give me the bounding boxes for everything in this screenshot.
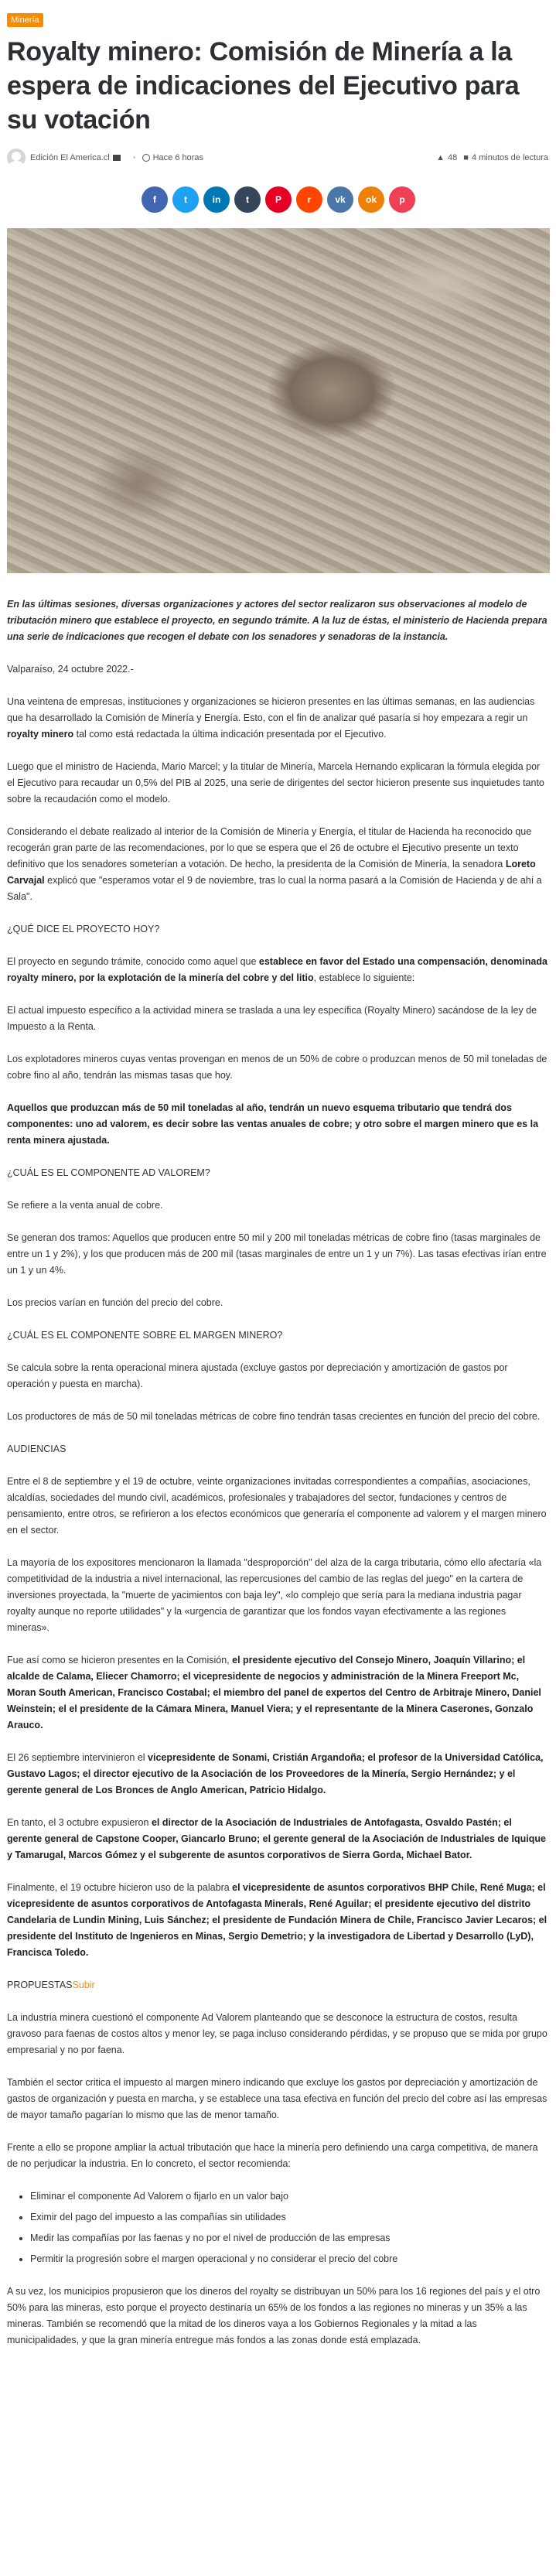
book-icon: ■ xyxy=(463,153,469,162)
author-name[interactable]: Edición El America.cl xyxy=(30,153,110,162)
meta-divider: • xyxy=(132,153,136,162)
pocket-icon: p xyxy=(399,194,405,205)
vk-share-button[interactable] xyxy=(327,186,353,213)
odnoklassniki-share-button[interactable] xyxy=(358,186,384,213)
paragraph: Luego que el ministro de Hacienda, Mario Marcel; y la titular de Minería, Marcela Hernando explicaran la fórmula elegida por el Ejecutivo para recaudar un 0,5% del PIB al 2025, una serie de dirigentes del sector hicieron presente sus inquietudes tanto sobre la recaudación como el modelo. xyxy=(7,761,544,805)
reddit-icon: r xyxy=(307,194,312,205)
pinterest-icon: P xyxy=(275,194,281,205)
envelope-icon[interactable] xyxy=(113,155,121,161)
paragraph: Los precios varían en función del precio del cobre. xyxy=(7,1297,223,1308)
mine-aerial-image xyxy=(7,228,550,573)
linkedin-share-button[interactable] xyxy=(203,186,230,213)
pocket-share-button[interactable] xyxy=(389,186,415,213)
paragraph: El 26 septiembre intervinieron el vicepresidente de Sonami, Cristián Argandoña; el profesor de la Universidad Católica, Gustavo Lagos; el director ejecutivo de la Asociación de los Proveedores de la Minería, Sergio Hernández; y el gerente general de Los Bronces de Anglo American, Patricio Hidalgo. xyxy=(7,1752,544,1795)
paragraph: La mayoría de los expositores mencionaron la llamada "desproporción" del alza de la carga tributaria, cómo ello afectaría «la competitividad de la industria a nivel internacional, las repercusiones del cambio de las reglas del juego" en la cartera de inversiones proyectada, la "muerte de yacimientos con baja ley", «lo complejo que sería para la mediana industria pagar royalty aunque no reporte utilidades" y la «urgencia de garantizar que los fondos vayan efectivamente a las regiones mineras». xyxy=(7,1557,542,1633)
facebook-icon: f xyxy=(153,194,156,205)
paragraph: En tanto, el 3 octubre expusieron el director de la Asociación de Industriales de Antofagasta, Osvaldo Pastén; el gerente general de Capstone Cooper, Giancarlo Bruno; el gerente general de la Asociación de Industriales de Iquique y Tamarugal, Marcos Gómez y el subgerente de asuntos corporativos de Sierra Gorda, Michael Bator. xyxy=(7,1817,546,1860)
lead-paragraph: En las últimas sesiones, diversas organizaciones y actores del sector realizaron sus observaciones al modelo de tributación minero que establece el proyecto, en segundo trámite. A la luz de éstas, el ministerio de Hacienda prepara una serie de indicaciones que recogen el debate con los senadores y senadoras de la instancia. xyxy=(7,599,547,642)
list-item: • Permitir la progresión sobre el margen operacional y no considerar el precio del cobre xyxy=(30,2251,548,2267)
paragraph: Se generan dos tramos: Aquellos que producen entre 50 mil y 200 mil toneladas métricas de cobre fino (tasas marginales de entre un 1 y 2%), y los que producen más de 200 mil (tasas marginales de entre un 1 y un 7%). Las tasas efectivas irían entre un 1 y un 4%. xyxy=(7,1232,547,1276)
pinterest-share-button[interactable] xyxy=(265,186,292,213)
paragraph: Finalmente, el 19 octubre hicieron uso de la palabra el vicepresidente de asuntos corporativos BHP Chile, René Muga; el vicepresidente de asuntos corporativos de Antofagasta Minerals, René Aguilar; el presidente ejecutivo del distrito Candelaria de Lundin Mining, Luis Sánchez; el presidente de Fundación Minera de Chile, Francisco Javier Lecaros; el presidente del Instituto de Ingenieros en Minas, Sergio Demetrio; y la investigadora de Libertad y Desarrollo (LyD), Francisca Toledo. xyxy=(7,1882,547,1958)
section-heading: ¿QUÉ DICE EL PROYECTO HOY? xyxy=(7,924,160,934)
reddit-share-button[interactable] xyxy=(296,186,322,213)
paragraph: Una veintena de empresas, instituciones y organizaciones se hicieron presentes en las últimas semanas, en las audiencias que ha desarrollado la Comisión de Minería y Energía. Esto, con el fin de analizar qué pasaría si hoy empezara a regir un royalty minero tal como está redactada la última indicación presentada por el Ejecutivo. xyxy=(7,696,535,740)
article-meta xyxy=(7,148,550,168)
section-heading: PROPUESTASSubir xyxy=(7,1980,95,1990)
paragraph: También el sector critica el impuesto al margen minero indicando que excluye los gastos por depreciación y amortización de gastos de organización y puesta en marcha, y se establece una tasa efectiva en función del precio del cobre así las empresas de mayor tamaño pagarían lo mismo que las de menor tamaño. xyxy=(7,2077,547,2120)
article-title: Royalty minero: Comisión de Minería a la espera de indicaciones del Ejecutivo para su votación xyxy=(7,37,520,135)
share-bar xyxy=(7,186,550,213)
dateline: Valparaíso, 24 octubre 2022.- xyxy=(7,664,134,675)
author-avatar[interactable] xyxy=(7,149,26,167)
odnoklassniki-icon: ok xyxy=(365,194,377,205)
vk-icon: vk xyxy=(335,194,346,205)
paragraph: Se calcula sobre la renta operacional minera ajustada (excluye gastos por depreciación y amortización de gastos por operación y puesta en marcha). xyxy=(7,1362,508,1389)
list-item: • Medir las compañías por las faenas y no por el nivel de producción de las empresas xyxy=(30,2230,548,2246)
paragraph: Los explotadores mineros cuyas ventas provengan en menos de un 50% de cobre o produzcan menos de 50 mil toneladas de cobre fino al año, tendrán las mismas tasas que hoy. xyxy=(7,1054,547,1081)
facebook-share-button[interactable] xyxy=(142,186,168,213)
fire-icon: ▲ xyxy=(436,153,445,162)
twitter-icon: t xyxy=(184,194,187,205)
read-time: 4 minutos de lectura xyxy=(471,153,548,162)
view-count: 48 xyxy=(448,153,458,162)
paragraph: Aquellos que produzcan más de 50 mil toneladas al año, tendrán un nuevo esquema tributario que tendrá dos componentes: uno ad valorem, es decir sobre las ventas anuales de cobre; y otro sobre el margen minero que es la renta minera ajustada. xyxy=(7,1102,539,1146)
paragraph: Los productores de más de 50 mil toneladas métricas de cobre fino tendrán tasas crecientes en función del precio del cobre. xyxy=(7,1411,541,1422)
paragraph: Fue así como se hicieron presentes en la Comisión, el presidente ejecutivo del Consejo Minero, Joaquín Villarino; el alcalde de Calama, Eliecer Chamorro; el vicepresidente de negocios y administración de la Minera Freeport Mc, Moran South American, Francisco Costabal; el miembro del panel de expertos del Centro de Arbitraje Minero, Daniel Weinstein; el el presidente de la Cámara Minera, Manuel Viera; y el representante de la Minera Caserones, Gonzalo Arauco. xyxy=(7,1655,541,1730)
section-heading: ¿CUÁL ES EL COMPONENTE AD VALOREM? xyxy=(7,1167,210,1178)
paragraph: Entre el 8 de septiembre y el 19 de octubre, veinte organizaciones invitadas correspondientes a compañías, asociaciones, alcaldías, sociedades del mundo civil, académicos, profesionales y trabajadores del sector, fundaciones y centros de pensamiento, entre otros, se refirieron a los efectos económicos que generaría el componente ad valorem y el margen minero en el sector. xyxy=(7,1476,547,1536)
paragraph: El proyecto en segundo trámite, conocido como aquel que establece en favor del Estado una compensación, denominada royalty minero, por la explotación de la minería del cobre y del litio, establece lo siguiente: xyxy=(7,956,547,983)
article-body xyxy=(7,596,548,2349)
publish-time: Hace 6 horas xyxy=(152,153,204,162)
list-item: • Eximir del pago del impuesto a las compañías sin utilidades xyxy=(30,2209,548,2226)
tumblr-share-button[interactable] xyxy=(234,186,261,213)
recommendations-list xyxy=(30,2188,548,2267)
meta-stats xyxy=(436,153,550,162)
paragraph: El actual impuesto específico a la actividad minera se traslada a una ley específica (Royalty Minero) sacándose de la ley de Impuesto a la Renta. xyxy=(7,1005,537,1032)
category-badge[interactable]: Minería xyxy=(7,13,43,27)
tumblr-icon: t xyxy=(246,194,249,205)
linkedin-icon: in xyxy=(212,194,221,205)
scroll-up-link[interactable]: Subir xyxy=(72,1980,95,1990)
paragraph: Considerando el debate realizado al interior de la Comisión de Minería y Energía, el titular de Hacienda ha reconocido que recogerán gran parte de las recomendaciones, por lo que se espera que el 26 de octubre el Ejecutivo presente un texto definitivo que los senadores someterían a votación. De hecho, la presidenta de la Comisión de Minería, la senadora Loreto Carvajal explicó que "esperamos votar el 9 de noviembre, tras lo cual la norma pasará a la Comisión de Hacienda y de ahí a Sala". xyxy=(7,826,542,902)
section-heading: ¿CUÁL ES EL COMPONENTE SOBRE EL MARGEN MINERO? xyxy=(7,1330,283,1341)
paragraph: Se refiere a la venta anual de cobre. xyxy=(7,1200,163,1211)
list-item: • Eliminar el componente Ad Valorem o fijarlo en un valor bajo xyxy=(30,2188,548,2205)
paragraph: La industria minera cuestionó el componente Ad Valorem planteando que se desconoce la estructura de costos, resulta gravoso para faenas de costos altos y menor ley, se paga incluso considerando pérdidas, y se propuso que se mida por grupo empresarial y no por faena. xyxy=(7,2012,547,2055)
paragraph: A su vez, los municipios propusieron que los dineros del royalty se distribuyan un 50% para los 16 regiones del país y el otro 50% para las mineras, esto porque el proyecto destinaría un 65% de los fondos a las regiones no mineras y un 35% a las mineras. También se recomendó que la mitad de los dineros vaya a los Gobiernos Regionales y la mitad a las municipalidades, y que la gran minería entregue más fondos a las zonas donde está emplazada. xyxy=(7,2286,541,2345)
clock-icon xyxy=(142,154,150,162)
section-heading: AUDIENCIAS xyxy=(7,1443,67,1454)
twitter-share-button[interactable] xyxy=(172,186,199,213)
paragraph: Frente a ello se propone ampliar la actual tributación que hace la minería pero definiendo una carga competitiva, de manera de no perjudicar la industria. En lo concreto, el sector recomienda: xyxy=(7,2142,538,2169)
